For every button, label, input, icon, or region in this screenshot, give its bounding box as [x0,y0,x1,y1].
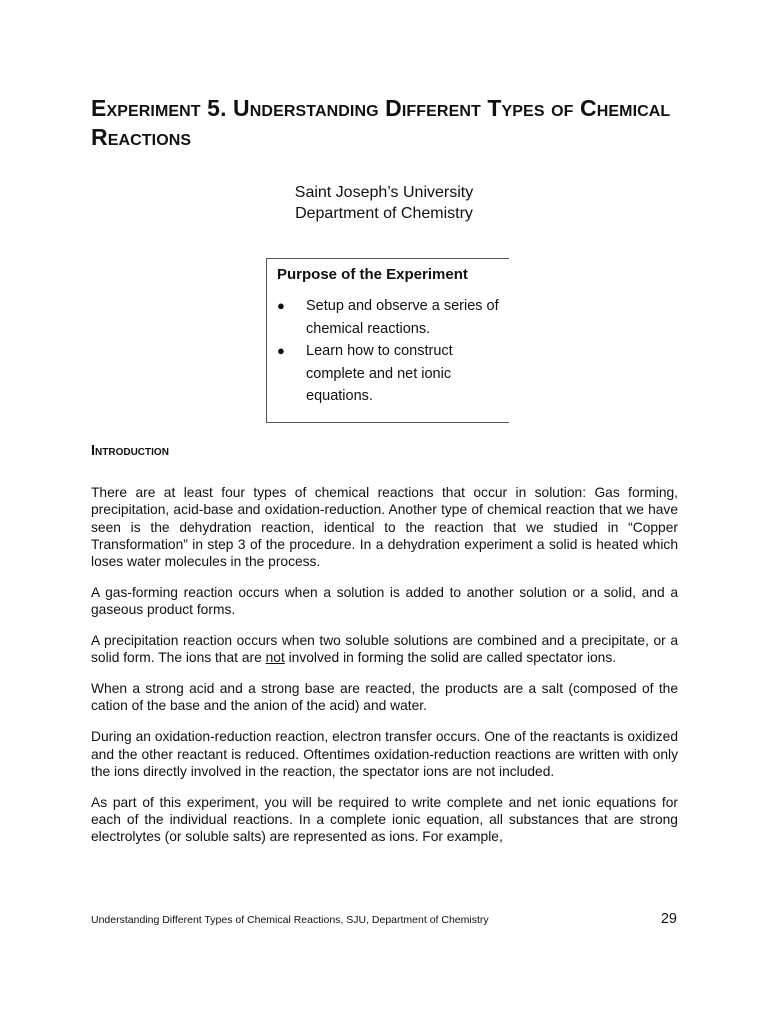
department-name: Department of Chemistry [295,205,473,222]
paragraph: A gas-forming reaction occurs when a solution is added to another solution or a solid, and a gaseous product forms. [91,584,678,618]
purpose-box [266,258,509,423]
paragraph: As part of this experiment, you will be required to write complete and net ionic equations for each of the individual reactions. In a complete ionic equation, all substances that are strong electrolytes (or soluble salts) are represented as ions. For example, [91,794,678,845]
paragraph [91,632,678,667]
purpose-list [277,295,509,408]
purpose-heading: Purpose of the Experiment [277,266,468,283]
purpose-item [277,295,509,340]
introduction-body [91,484,678,859]
institution-block [0,182,768,224]
purpose-item-text: Setup and observe a series of chemical reactions. [306,298,499,337]
purpose-item [277,340,509,408]
paragraph: During an oxidation-reduction reaction, electron transfer occurs. One of the reactants is oxidized and the other reactant is reduced. Oftentimes oxidation-reduction reactions are written with only the ions directly involved in the reaction, the spectator ions are not included. [91,729,678,779]
document-title: Experiment 5. Understanding Different Types of Chemical Reactions [91,95,671,150]
page-number: 29 [660,911,677,927]
bullet-icon: ● [277,343,285,358]
paragraph-text: A precipitation reaction occurs when two soluble solutions are combined and a precipitate, or a solid form. The ions that are [91,633,678,666]
paragraph-text: involved in forming the solid are called spectator ions. [284,650,617,666]
footer-running-title: Understanding Different Types of Chemical Reactions, SJU, Department of Chemistry [91,914,489,926]
introduction-heading: Introduction [91,443,169,459]
purpose-item-text: Learn how to construct complete and net ionic equations. [306,343,453,404]
paragraph: There are at least four types of chemical reactions that occur in solution: Gas forming, precipitation, acid-base and oxidation-reduction. Another type of chemical reaction that we have seen is the dehydration reaction, identical to the reaction that we studied in “Copper Transformation” in step 3 of the procedure. In a dehydration experiment a solid is heated which loses water molecules in the process. [91,485,678,570]
paragraph: When a strong acid and a strong base are reacted, the products are a salt (composed of the cation of the base and the anion of the acid) and water. [91,681,678,714]
bullet-icon: ● [277,298,285,313]
underlined-word: not [265,650,285,666]
university-name: Saint Joseph’s University [294,184,474,201]
